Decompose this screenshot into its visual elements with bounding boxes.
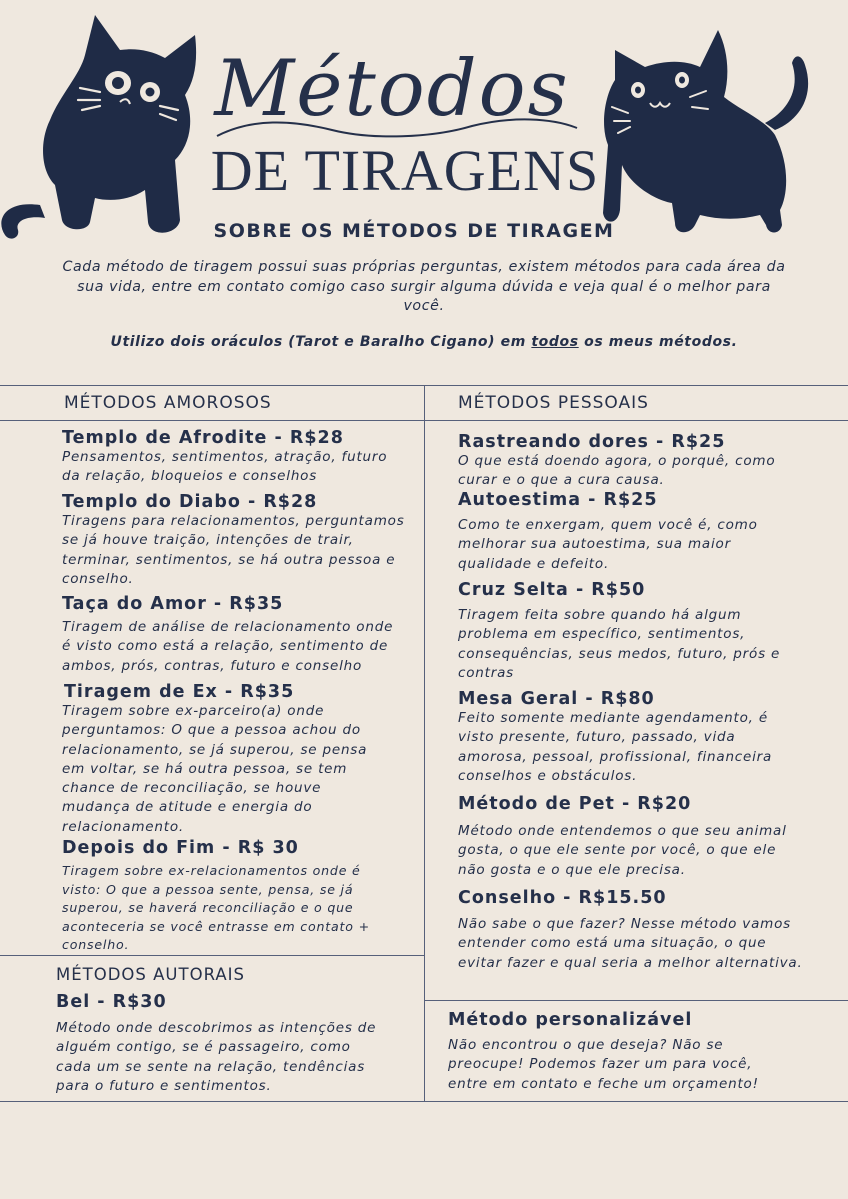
amoroso-desc-taca: Tiragem de análise de relacionamento onde é visto como está a relação, sentimento de ambos, prós, contras, futuro e conselho (62, 619, 394, 674)
oracles-after: os meus métodos. (578, 334, 738, 350)
autoral-desc-bel: Método onde descobrimos as intenções de alguém contigo, se é passageiro, como cada um se sente na relação, tendências para o futuro e sentimentos. (56, 1020, 377, 1094)
intro-text: Cada método de tiragem possui suas próprias perguntas, existem métodos para cada área da sua vida, entre em contato comigo caso surgir alguma dúvida e veja qual é o melhor para você. (62, 259, 786, 314)
oracles-before: Utilizo dois oráculos (Tarot e Baralho Cigano) em (110, 334, 532, 350)
amoroso-title-taca: Taça do Amor - R$35 (62, 594, 284, 614)
cat-right-icon (600, 25, 830, 245)
cat-left-icon (0, 10, 210, 240)
amoroso-title-afrodite: Templo de Afrodite - R$28 (62, 428, 344, 448)
autoral-title-bel: Bel - R$30 (56, 992, 167, 1012)
oracles-underline: todos (531, 334, 579, 350)
title-block: DE TIRAGENS (210, 138, 600, 203)
amoroso-desc-ex: Tiragem sobre ex-parceiro(a) onde perguntamos: O que a pessoa achou do relacionamento, se já superou, se pensa em voltar, se há outra pessoa, se tem chance de reconciliação, se houve mudança de atitude e energia do relacionamento. (62, 703, 368, 835)
divider-bottom (0, 1101, 848, 1102)
divider-autorais (0, 955, 424, 956)
amorosos-heading: MÉTODOS AMOROSOS (64, 393, 272, 413)
amoroso-desc-diabo: Tiragens para relacionamentos, perguntamos se já houve traição, intenções de trair, terminar, sentimentos, se há outra pessoa e conselho. (62, 513, 405, 587)
pessoal-title-rastreando: Rastreando dores - R$25 (458, 432, 726, 452)
pessoal-title-conselho: Conselho - R$15.50 (458, 888, 667, 908)
page-subtitle: SOBRE OS MÉTODOS DE TIRAGEM (213, 220, 615, 242)
pessoal-title-pet: Método de Pet - R$20 (458, 794, 692, 814)
pessoal-title-mesa: Mesa Geral - R$80 (458, 689, 655, 709)
divider-header (0, 420, 424, 421)
pessoal-desc-conselho: Não sabe o que fazer? Nesse método vamos entender como está uma situação, o que evitar fazer e qual seria a melhor alternativa. (458, 916, 803, 971)
pessoal-title-autoestima: Autoestima - R$25 (458, 490, 658, 510)
pessoal-desc-cruz: Tiragem feita sobre quando há algum problema em específico, sentimentos, consequências, seus medos, futuro, prós e contras (458, 607, 781, 681)
pessoais-heading: MÉTODOS PESSOAIS (458, 393, 649, 413)
divider-personalizavel (424, 1000, 848, 1001)
amoroso-title-ex: Tiragem de Ex - R$35 (64, 682, 295, 702)
oracles-note (58, 334, 790, 350)
autorais-heading: MÉTODOS AUTORAIS (56, 965, 245, 984)
pessoal-title-cruz: Cruz Selta - R$50 (458, 580, 646, 600)
amoroso-desc-fim: Tiragem sobre ex-relacionamentos onde é visto: O que a pessoa sente, pensa, se já superou, se haverá reconciliação e o que aconteceria se você entrasse em contato + conselho. (62, 863, 370, 952)
amoroso-title-diabo: Templo do Diabo - R$28 (62, 492, 318, 512)
amoroso-desc-afrodite: Pensamentos, sentimentos, atração, futuro da relação, bloqueios e conselhos (62, 449, 388, 485)
amoroso-title-fim: Depois do Fim - R$ 30 (62, 838, 299, 858)
personalizavel-title: Método personalizável (448, 1010, 693, 1030)
pessoal-desc-mesa: Feito somente mediante agendamento, é visto presente, futuro, passado, vida amorosa, pessoal, profissional, financeira conselhos e obstáculos. (458, 710, 773, 784)
title-script: Métodos (214, 44, 570, 134)
pessoal-desc-pet: Método onde entendemos o que seu animal gosta, o que ele sente por você, o que ele não gosta e o que ele precisa. (458, 823, 787, 878)
personalizavel-desc: Não encontrou o que deseja? Não se preocupe! Podemos fazer um para você, entre em contato e feche um orçamento! (448, 1037, 759, 1092)
divider-header-right (424, 420, 848, 421)
pessoal-desc-rastreando: O que está doendo agora, o porquê, como curar e o que a cura causa. (458, 453, 776, 489)
pessoal-desc-autoestima: Como te enxergam, quem você é, como melhorar sua autoestima, sua maior qualidade e defeito. (458, 517, 758, 572)
divider-vertical (424, 385, 425, 1102)
